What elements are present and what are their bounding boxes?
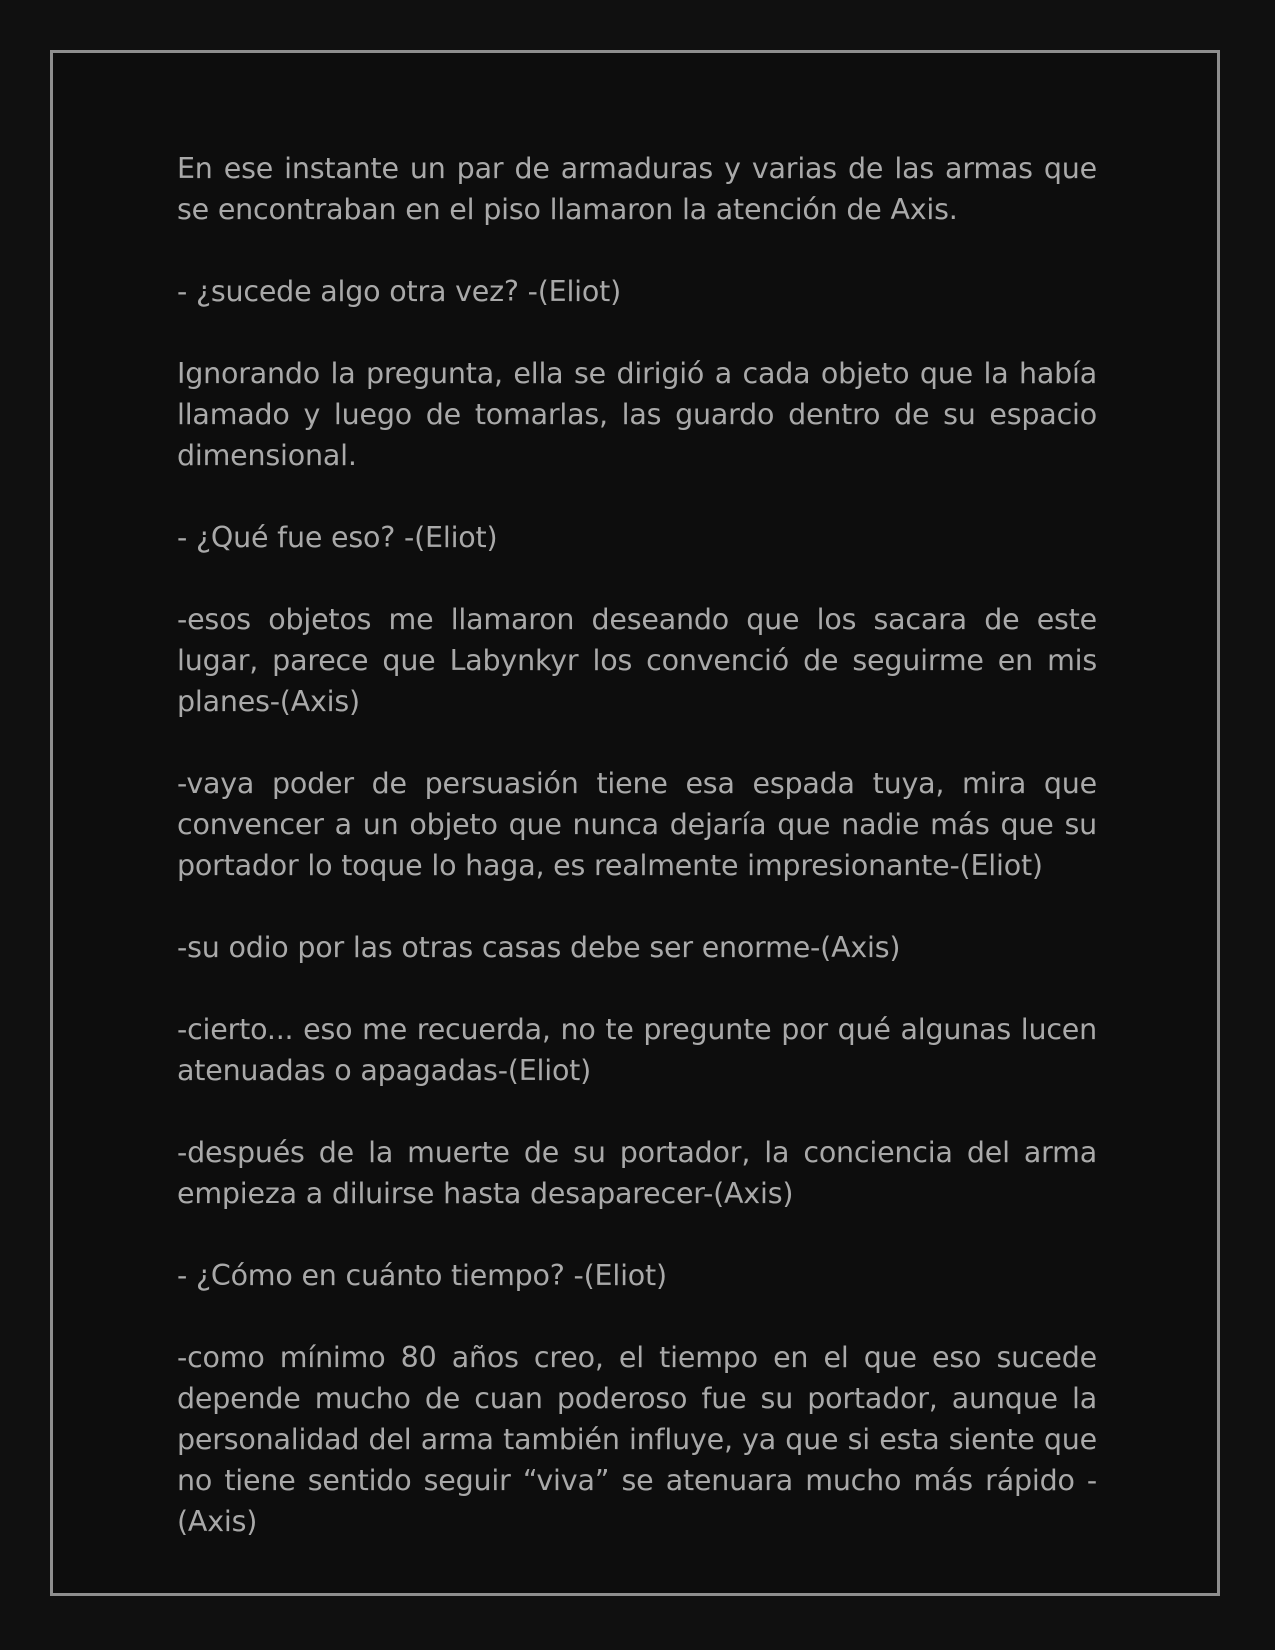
paragraph-dialogue-axis-3: -después de la muerte de su portador, la conciencia del arma empieza a diluirse hasta desaparecer-(Axis) [177,1136,1097,1210]
paragraph-dialogue-axis-4: -como mínimo 80 años creo, el tiempo en el que eso sucede depende mucho de cuan poderoso fue su portador, aunque la personalidad del arma también influye, ya que si esta siente que no tiene sentido seguir “viva” se atenuara mucho más rápido -(Axis) [177,1341,1097,1538]
paragraph-dialogue-eliot-3: -vaya poder de persuasión tiene esa espada tuya, mira que convencer a un objeto que nunca dejaría que nadie más que su portador lo toque lo haga, es realmente impresionante-(Eliot) [177,767,1097,882]
paragraph-dialogue-eliot-1: - ¿sucede algo otra vez? -(Eliot) [177,275,622,308]
paragraph-dialogue-eliot-4: -cierto... eso me recuerda, no te pregunte por qué algunas lucen atenuadas o apagadas-(Eliot) [177,1013,1097,1087]
paragraph-dialogue-axis-2: -su odio por las otras casas debe ser enorme-(Axis) [177,931,901,964]
document-body [177,148,1097,1583]
paragraph-narration-2: Ignorando la pregunta, ella se dirigió a cada objeto que la había llamado y luego de tomarlas, las guardo dentro de su espacio dimensional. [177,357,1097,472]
paragraph-narration-1: En ese instante un par de armaduras y varias de las armas que se encontraban en el piso llamaron la atención de Axis. [177,152,1097,226]
paragraph-dialogue-axis-1: -esos objetos me llamaron deseando que los sacara de este lugar, parece que Labynkyr los convenció de seguirme en mis planes-(Axis) [177,603,1097,718]
paragraph-dialogue-eliot-2: - ¿Qué fue eso? -(Eliot) [177,521,498,554]
paragraph-dialogue-eliot-5: - ¿Cómo en cuánto tiempo? -(Eliot) [177,1259,667,1292]
